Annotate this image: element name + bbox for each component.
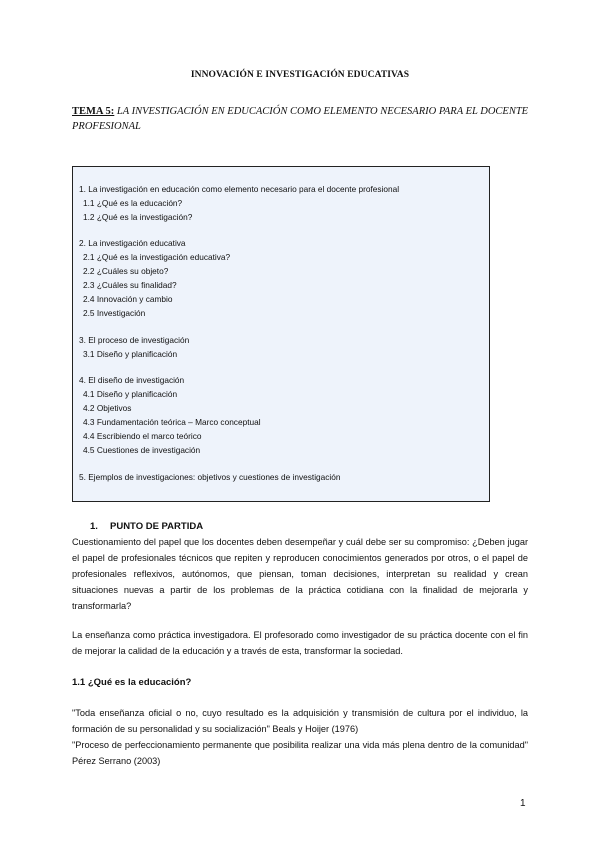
topic-heading — [72, 104, 532, 134]
section-title: PUNTO DE PARTIDA — [110, 521, 204, 532]
table-of-contents — [72, 166, 490, 502]
section-heading — [90, 521, 203, 532]
toc-item: 4.3 Fundamentación teórica – Marco conceptual — [83, 417, 261, 427]
toc-item: 2.5 Investigación — [83, 308, 146, 318]
topic-title: LA INVESTIGACIÓN EN EDUCACIÓN COMO ELEMENTO NECESARIO PARA EL DOCENTE PROFESIONAL — [72, 106, 529, 132]
toc-item: 2.4 Innovación y cambio — [83, 294, 173, 304]
paragraph: Cuestionamiento del papel que los docentes deben desempeñar y cuál debe ser su compromiso: ¿Deben jugar el papel de profesionales técnicos que repiten y reproducen conocimientos generados por otros, o el papel de profesionales reflexivos, autónomos, que piensan, toman decisiones, interpretan su realidad y crean situaciones nuevas a partir de los problemas de la práctica cotidiana con la finalidad de mejorarla y transformarla? — [72, 537, 528, 611]
page-number: 1 — [520, 798, 526, 809]
quote-paragraph: "Toda enseñanza oficial o no, cuyo resultado es la adquisición y transmisión de cultura por el individuo, la formación de su personalidad y su socialización" Beals y Hoijer (1976) — [72, 708, 528, 734]
toc-item: 2. La investigación educativa — [79, 238, 186, 248]
toc-item: 4.2 Objetivos — [83, 403, 132, 413]
document-title: INNOVACIÓN E INVESTIGACIÓN EDUCATIVAS — [190, 70, 410, 80]
quote-paragraph: "Proceso de perfeccionamiento permanente que posibilita realizar una vida más plena dentro de la comunidad" Pérez Serrano (2003) — [72, 740, 528, 766]
section-number: 1. — [90, 521, 98, 532]
toc-item: 4. El diseño de investigación — [79, 375, 185, 385]
paragraph: La enseñanza como práctica investigadora. El profesorado como investigador de su práctica docente con el fin de mejorar la calidad de la educación y a través de esta, transformar la sociedad. — [72, 630, 528, 656]
toc-item: 4.1 Diseño y planificación — [83, 389, 178, 399]
toc-item: 3. El proceso de investigación — [79, 335, 190, 345]
toc-item: 5. Ejemplos de investigaciones: objetivos y cuestiones de investigación — [79, 472, 341, 482]
toc-item: 2.1 ¿Qué es la investigación educativa? — [83, 252, 231, 262]
toc-item: 1.2 ¿Qué es la investigación? — [83, 212, 193, 222]
toc-item: 1.1 ¿Qué es la educación? — [83, 198, 183, 208]
toc-item: 4.5 Cuestiones de investigación — [83, 445, 201, 455]
subsection-heading: 1.1 ¿Qué es la educación? — [72, 677, 192, 688]
topic-label: TEMA 5: — [72, 106, 115, 117]
toc-item: 2.3 ¿Cuáles su finalidad? — [83, 280, 177, 290]
toc-item: 1. La investigación en educación como elemento necesario para el docente profesional — [79, 184, 400, 194]
toc-item: 4.4 Escribiendo el marco teórico — [83, 431, 202, 441]
toc-item: 3.1 Diseño y planificación — [83, 349, 178, 359]
toc-item: 2.2 ¿Cuáles su objeto? — [83, 266, 169, 276]
